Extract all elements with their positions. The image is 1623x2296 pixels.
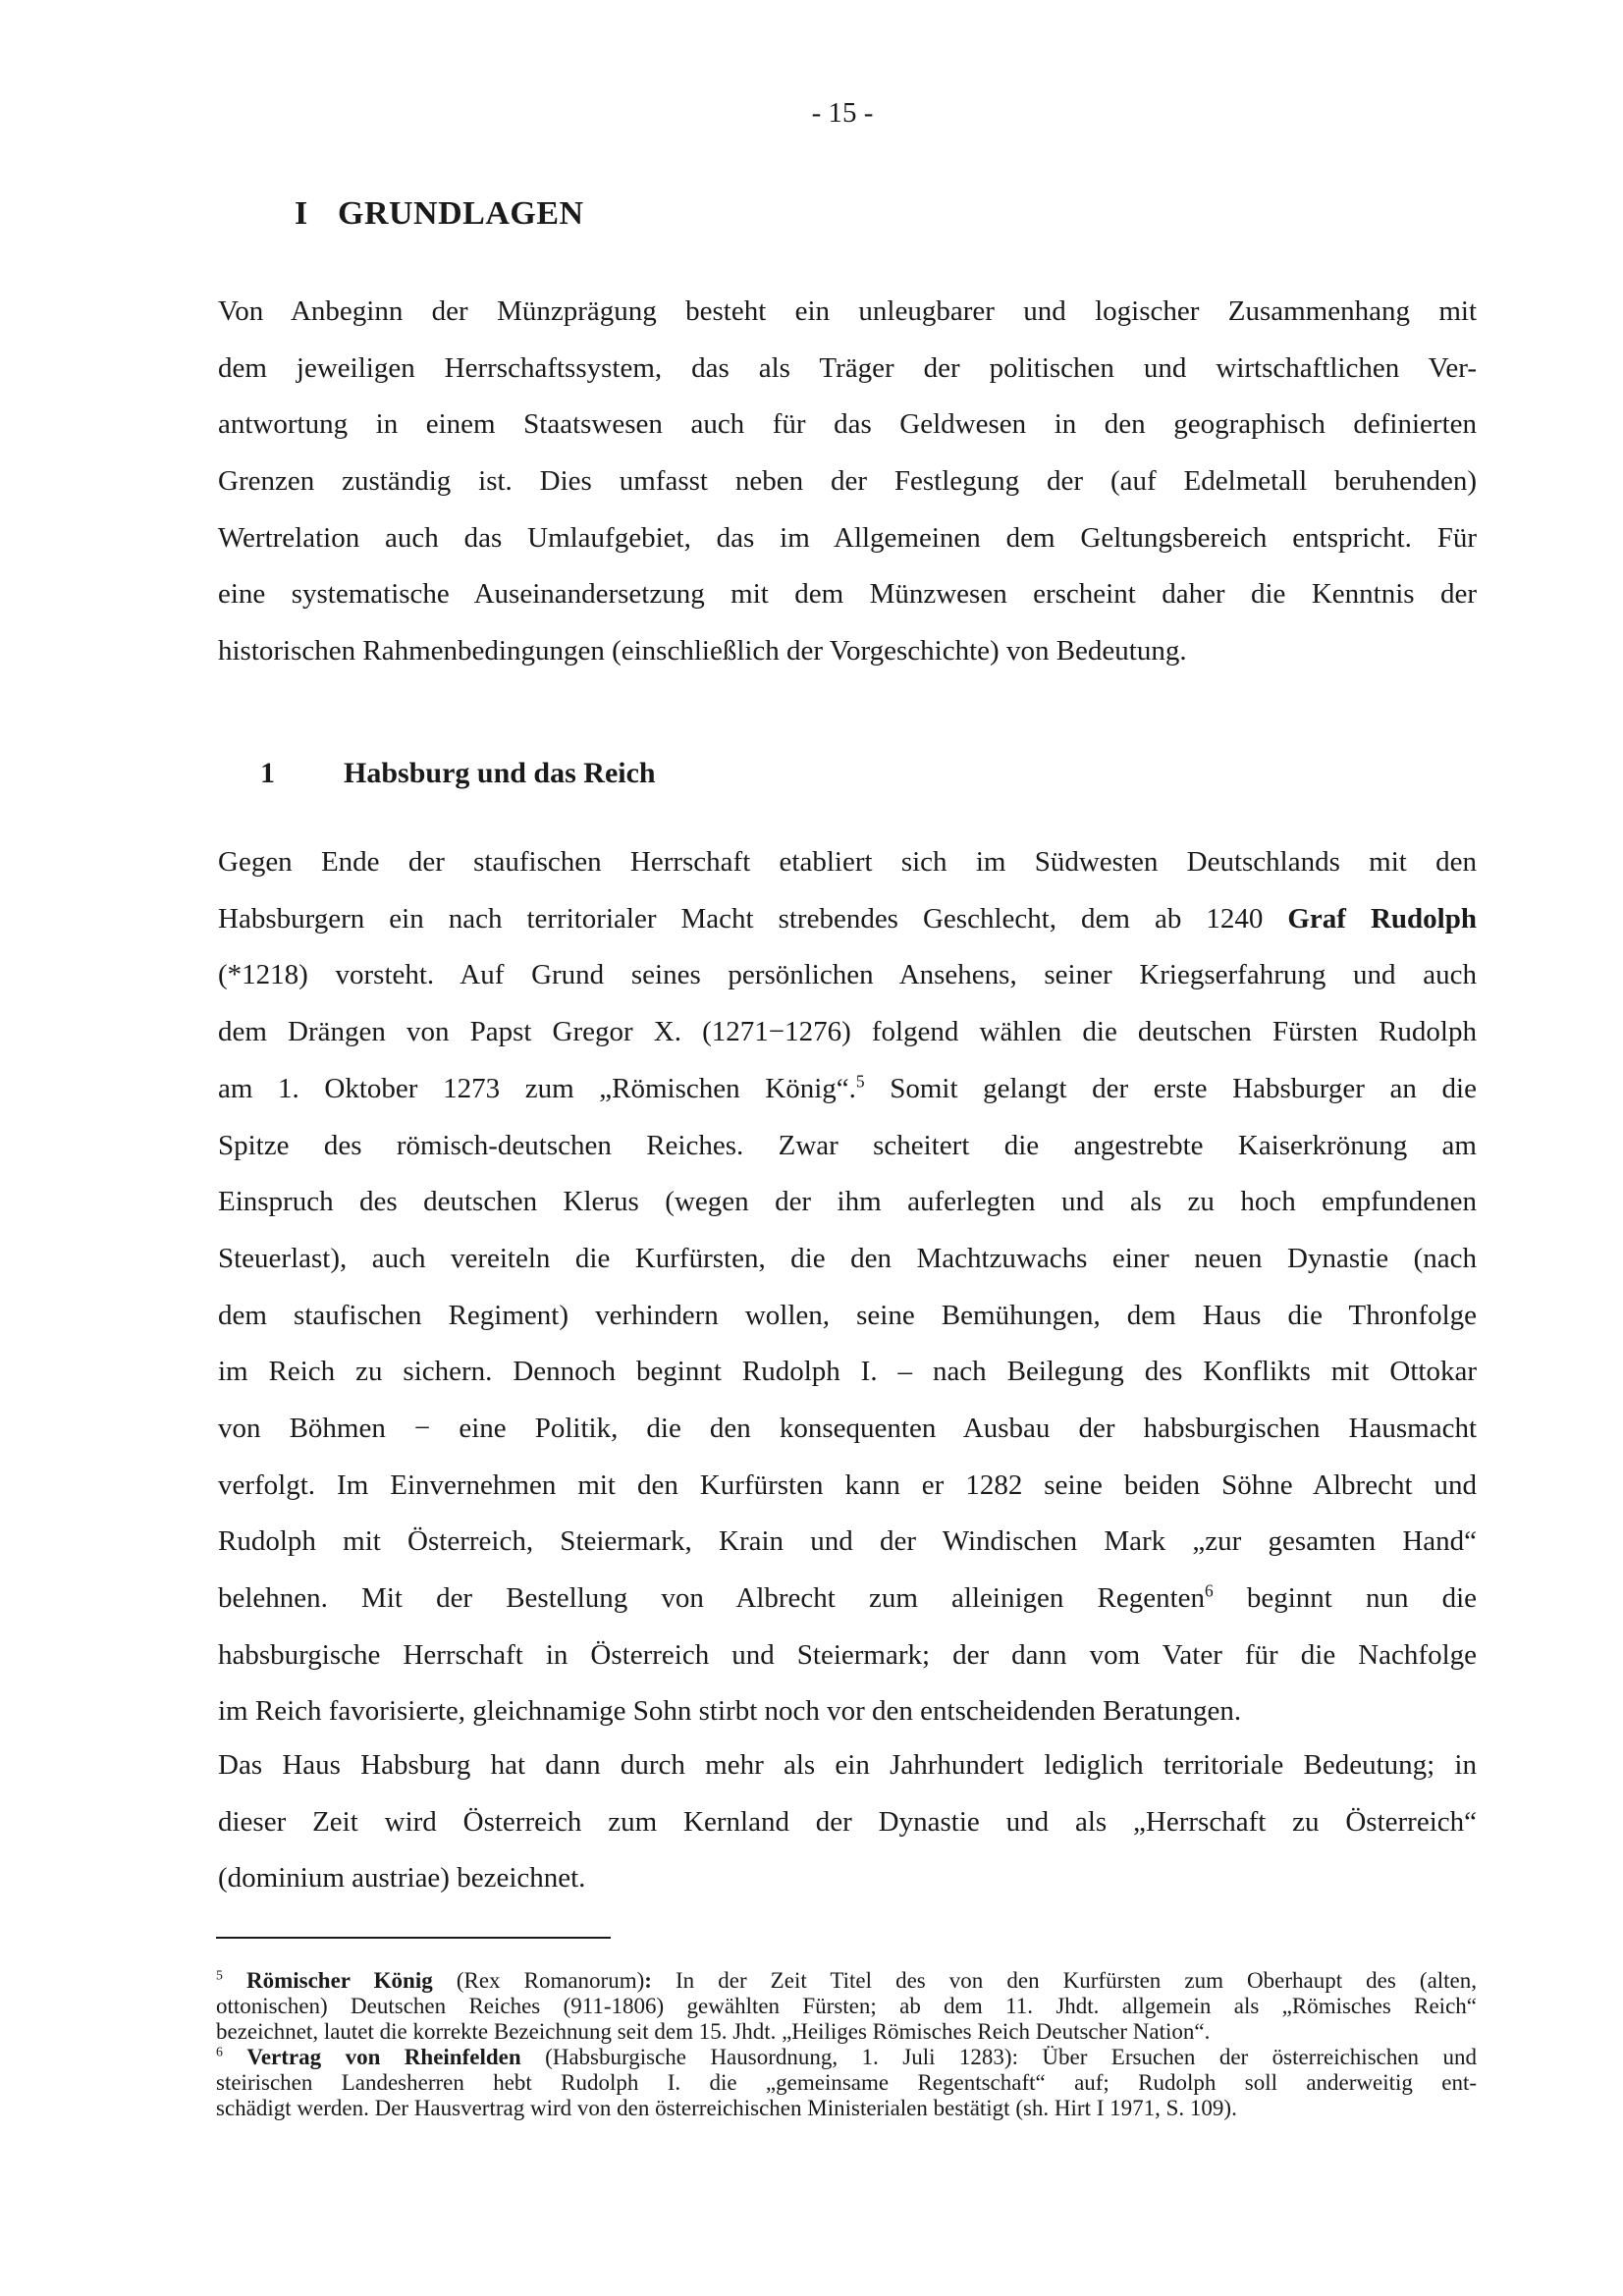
paragraph-line: historischen Rahmenbedingungen (einschließlich der Vorgeschichte) von Bedeutung. <box>218 635 1187 667</box>
paragraph-line: Einspruch des deutschen Klerus (wegen der ihm auferlegten und als zu hoch empfundenen <box>218 1186 1477 1217</box>
paragraph-line: (*1218) vorsteht. Auf Grund seines persönlichen Ansehens, seiner Kriegserfahrung und auch <box>218 959 1477 990</box>
paragraph-line: belehnen. Mit der Bestellung von Albrecht zum alleinigen Regenten$^6$ beginnt nun die <box>218 1580 1477 1614</box>
graf-rudolph-bold: Graf Rudolph <box>1287 903 1477 934</box>
footnote-line: ottonischen) Deutschen Reiches (911-1806) gewählten Fürsten; ab dem 11. Jhdt. allgemein als „Römisches Reich“ <box>216 1994 1477 2018</box>
paragraph-line: Wertrelation auch das Umlaufgebiet, das im Allgemeinen dem Geltungsbereich entspricht. Für <box>218 522 1477 554</box>
page-number: - 15 - <box>811 97 874 129</box>
footnote-ref-5[interactable]: 5 <box>855 1071 865 1092</box>
paragraph-line: Spitze des römisch-deutschen Reiches. Zwar scheitert die angestrebte Kaiserkrönung am <box>218 1130 1477 1161</box>
footnote-line: schädigt werden. Der Hausvertrag wird von den österreichischen Ministerialen bestätigt (sh. Hirt I 1971, S. 109). <box>216 2096 1237 2120</box>
section-title: Habsburg und das Reich <box>344 757 656 789</box>
footnote-ref-6[interactable]: 6 <box>1205 1580 1214 1601</box>
paragraph-line: Von Anbeginn der Münzprägung besteht ein unleugbarer und logischer Zusammenhang mit <box>218 295 1477 327</box>
footnote-line: bezeichnet, lautet die korrekte Bezeichnung seit dem 15. Jhdt. „Heiliges Römisches Reich Deutscher Nation“. <box>216 2019 1211 2044</box>
paragraph-line: dem Drängen von Papst Gregor X. (1271−1276) folgend wählen die deutschen Fürsten Rudolph <box>218 1016 1477 1047</box>
section-number: 1 <box>260 757 275 789</box>
footnote-separator <box>216 1937 611 1939</box>
footnote-term: Vertrag von Rheinfelden <box>246 2045 521 2069</box>
chapter-number: I <box>295 195 308 232</box>
footnote-term: Römischer König <box>245 1968 433 1993</box>
paragraph-line: antwortung in einem Staatswesen auch für das Geldwesen in den geographisch definierten <box>218 408 1477 440</box>
footnote-marker: 5 <box>216 1967 223 1983</box>
paragraph-line: dem jeweiligen Herrschaftssystem, das als Träger der politischen und wirtschaftlichen Ver- <box>218 352 1477 384</box>
paragraph-line: von Böhmen − eine Politik, die den konsequenten Ausbau der habsburgischen Hausmacht <box>218 1413 1477 1444</box>
chapter-heading <box>295 194 584 234</box>
paragraph-line: dieser Zeit wird Österreich zum Kernland der Dynastie und als „Herrschaft zu Österreich“ <box>218 1806 1477 1838</box>
paragraph-line: im Reich zu sichern. Dennoch beginnt Rudolph I. – nach Beilegung des Konflikts mit Ottokar <box>218 1356 1477 1387</box>
footnote-line: steirischen Landesherren hebt Rudolph I. die „gemeinsame Regentschaft“ auf; Rudolph soll anderweitig ent- <box>216 2070 1477 2095</box>
paragraph-line: Gegen Ende der staufischen Herrschaft etabliert sich im Südwesten Deutschlands mit den <box>218 846 1477 878</box>
paragraph-line: Steuerlast), auch vereiteln die Kurfürsten, die den Machtzuwachs einer neuen Dynastie (nach <box>218 1243 1477 1274</box>
chapter-title: GRUNDLAGEN <box>338 195 584 232</box>
paragraph-line: Rudolph mit Österreich, Steiermark, Krain und der Windischen Mark „zur gesamten Hand“ <box>218 1525 1477 1557</box>
footnote-marker: 6 <box>216 2044 223 2059</box>
paragraph-line: Grenzen zuständig ist. Dies umfasst neben der Festlegung der (auf Edelmetall beruhenden) <box>218 465 1477 497</box>
paragraph-line: Habsburgern ein nach territorialer Macht strebendes Geschlecht, dem ab 1240 Graf Rudolph <box>218 903 1477 934</box>
paragraph-line: eine systematische Auseinandersetzung mit dem Münzwesen erscheint daher die Kenntnis der <box>218 578 1477 610</box>
paragraph-line: habsburgische Herrschaft in Österreich und Steiermark; der dann vom Vater für die Nachfolge <box>218 1639 1477 1671</box>
paragraph-line: im Reich favorisierte, gleichnamige Sohn stirbt noch vor den entscheidenden Beratungen. <box>218 1695 1242 1727</box>
paragraph-line: Das Haus Habsburg hat dann durch mehr als ein Jahrhundert lediglich territoriale Bedeutung; in <box>218 1749 1477 1781</box>
paragraph-line: verfolgt. Im Einvernehmen mit den Kurfürsten kann er 1282 seine beiden Söhne Albrecht und <box>218 1469 1477 1501</box>
footnote-line: $^6$ Vertrag von Rheinfelden (Habsburgische Hausordnung, 1. Juli 1283): Über Ersuchen der österreichischen und <box>216 2044 1477 2069</box>
footnote-line: $^5$ Römischer König (Rex Romanorum): In der Zeit Titel des von den Kurfürsten zum Oberhaupt des (alten, <box>216 1967 1478 1993</box>
paragraph-line: am 1. Oktober 1273 zum „Römischen König“.$^5$ Somit gelangt der erste Habsburger an die <box>218 1071 1477 1104</box>
paragraph-line: (dominium austriae) bezeichnet. <box>218 1862 586 1894</box>
paragraph-line: dem staufischen Regiment) verhindern wollen, seine Bemühungen, dem Haus die Thronfolge <box>218 1300 1477 1331</box>
